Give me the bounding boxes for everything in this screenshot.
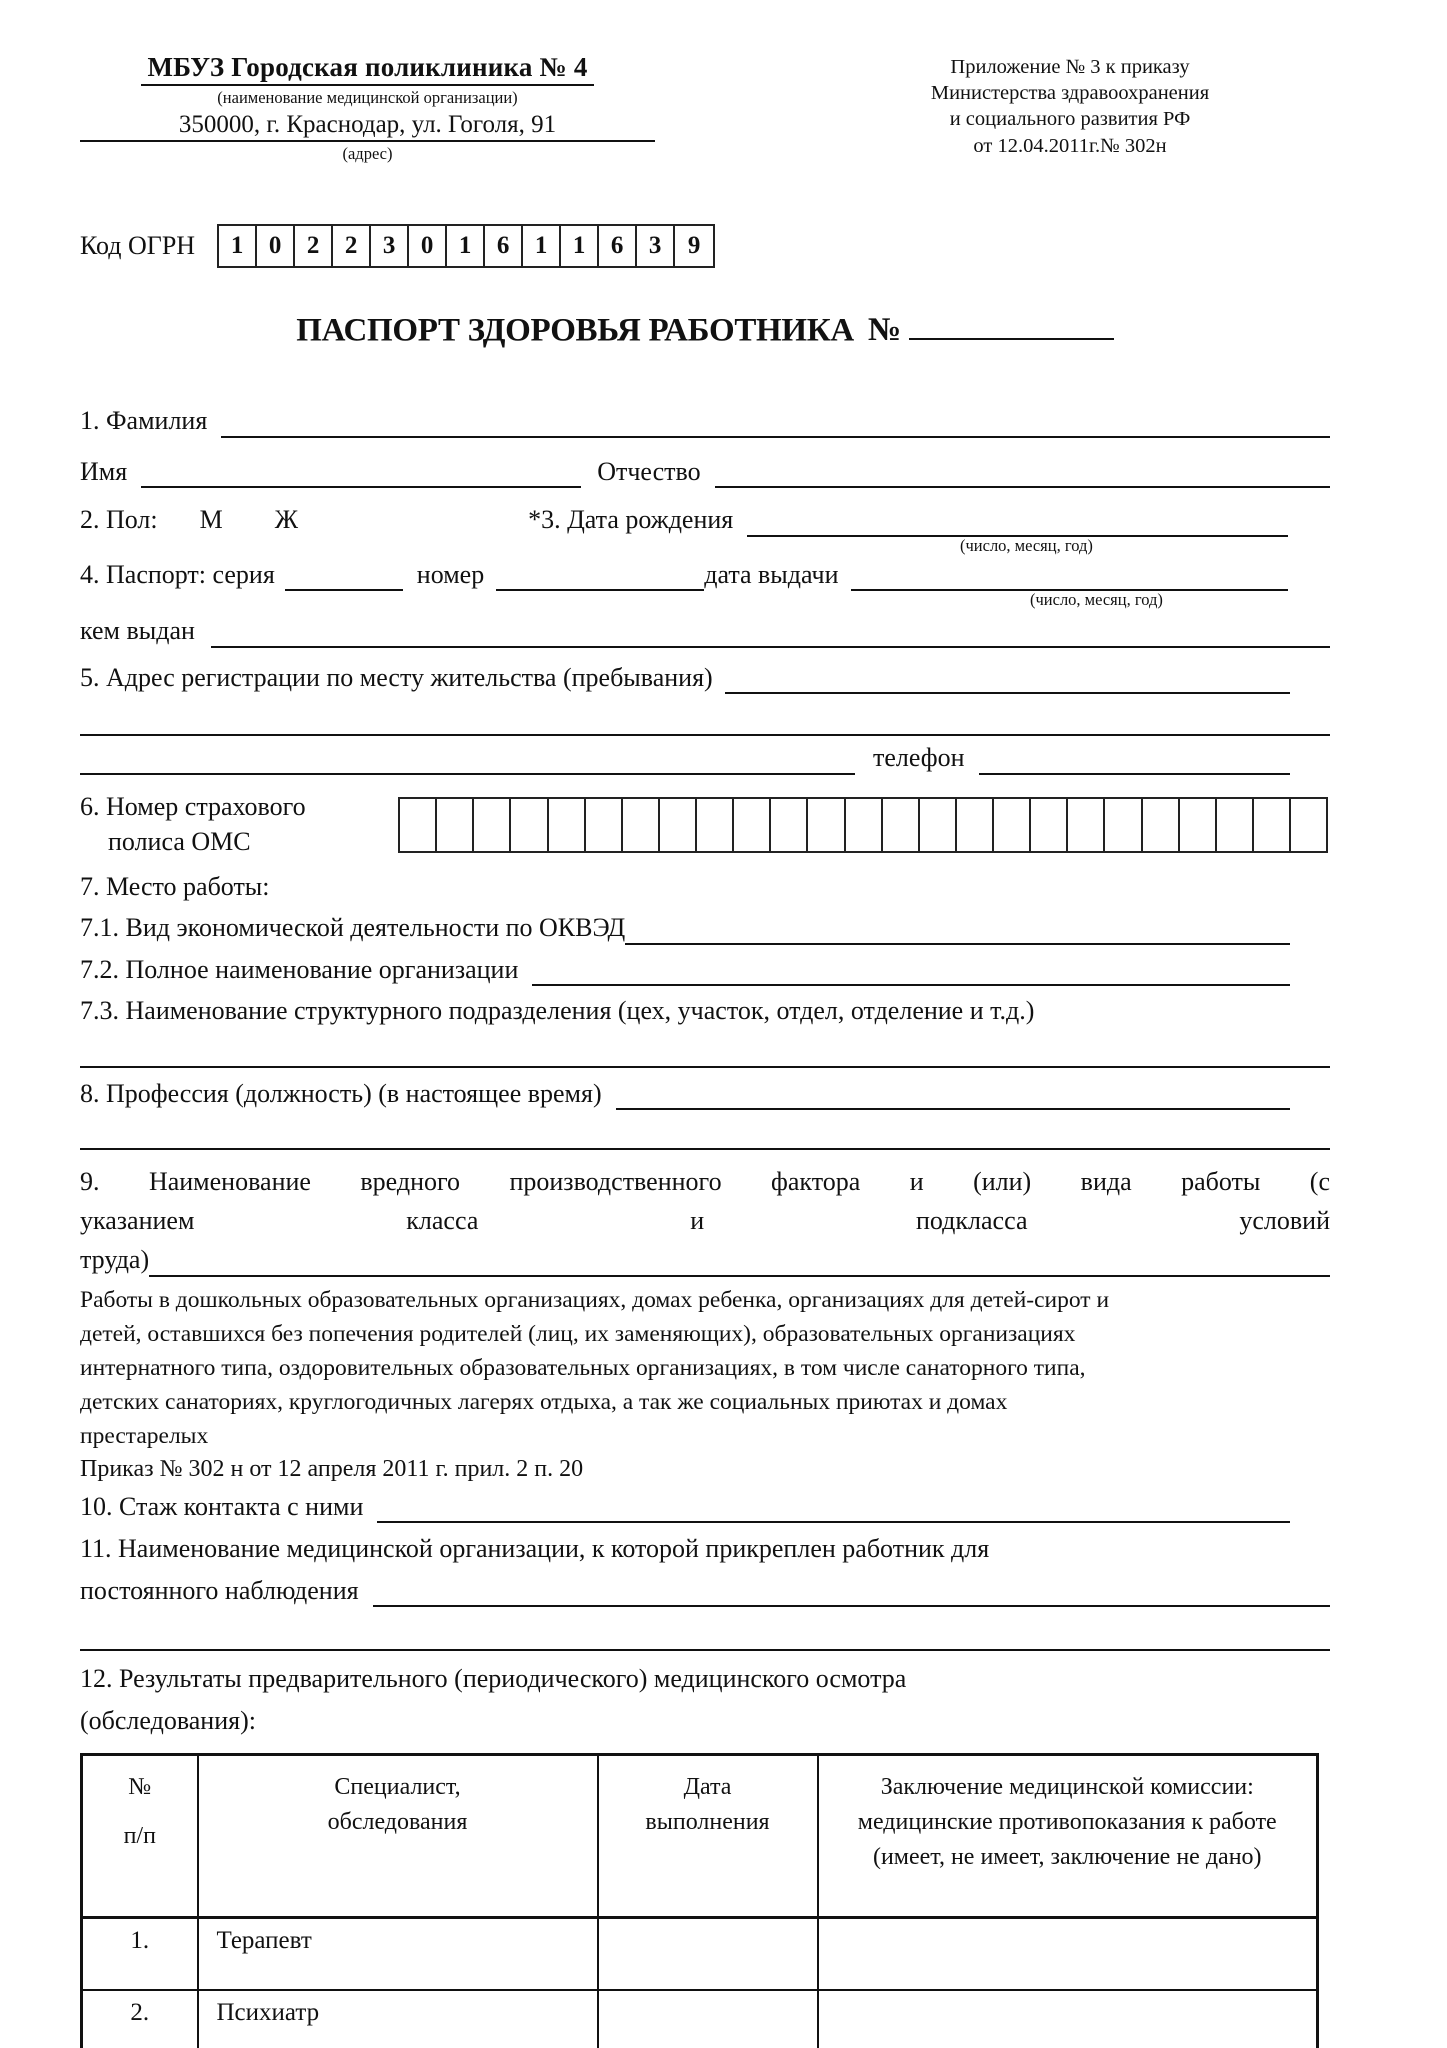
attached-org-row1 (80, 1533, 1330, 1566)
approval-line: и социального развития РФ (949, 108, 1191, 131)
hazard-description-line: интернатного типа, оздоровительных образовательных организациях, в том числе санаторного типа, (80, 1354, 1086, 1381)
contact-duration-row (80, 1491, 1330, 1524)
oms-digit-cell (697, 799, 734, 851)
ogrn-boxes (217, 224, 715, 268)
oms-digit-cell (734, 799, 771, 851)
ogrn-digit-cell: 0 (409, 226, 447, 266)
oms-digit-cell (1105, 799, 1142, 851)
date-cell (598, 1990, 818, 2048)
birthdate-label: *3. Дата рождения (528, 505, 734, 535)
sex-option-female: Ж (274, 505, 299, 535)
oms-digit-cell (1254, 799, 1291, 851)
oms-policy-label-line1: 6. Номер страхового (80, 791, 306, 821)
org-fullname-label: 7.2. Полное наименование организации (80, 954, 519, 984)
department-label: 7.3. Наименование структурного подразделения (цех, участок, отдел, отделение и т.д.) (80, 996, 1035, 1026)
oms-digit-cell (1143, 799, 1180, 851)
profession-blank (616, 1083, 1290, 1110)
sex-option-male: М (199, 505, 223, 535)
sex-birthdate-row (80, 504, 1330, 537)
surname-blank (221, 411, 1330, 438)
oms-digit-cell (511, 799, 548, 851)
row-number-cell: 2. (82, 1990, 198, 2048)
contact-duration-blank (377, 1496, 1290, 1523)
attached-org-blank-line2 (80, 1607, 1330, 1651)
hazard-title-line3-prefix: труда) (80, 1245, 150, 1275)
ogrn-digit-cell: 0 (257, 226, 295, 266)
oms-digit-cell (957, 799, 994, 851)
attached-org-blank (373, 1580, 1330, 1607)
approval-line: от 12.04.2011г.№ 302н (973, 134, 1167, 157)
ogrn-digit-cell: 3 (637, 226, 675, 266)
form-number-blank (909, 304, 1114, 340)
department-blank-line (80, 1028, 1330, 1068)
workplace-label: 7. Место работы: (80, 871, 270, 901)
column-header-date: Дата выполнения (598, 1755, 818, 1918)
passport-number-label: номер (416, 559, 485, 589)
column-header-number: № п/п (82, 1755, 198, 1918)
oms-digit-cell (400, 799, 437, 851)
conclusion-cell (818, 1990, 1318, 2048)
ogrn-digit-cell: 2 (295, 226, 333, 266)
passport-date-hint: (число, месяц, год) (1030, 590, 1163, 610)
ogrn-digit-cell: 2 (333, 226, 371, 266)
hazard-title-line1: 9. Наименование вредного производственного фактора и (или) вида работы (с (80, 1167, 1330, 1197)
oms-digit-cell (920, 799, 957, 851)
okved-row (80, 912, 1330, 945)
organization-address-caption: (адрес) (342, 144, 393, 163)
attached-org-row2 (80, 1575, 1330, 1608)
department-row (80, 995, 1330, 1028)
first-name-blank (141, 461, 581, 488)
patronymic-label: Отчество (597, 456, 701, 486)
org-fullname-row (80, 954, 1330, 987)
surname-row (80, 405, 1330, 438)
ogrn-digit-cell: 6 (485, 226, 523, 266)
attached-org-label-line1: 11. Наименование медицинской организации, к которой прикреплен работник для (80, 1534, 990, 1564)
okved-label: 7.1. Вид экономической деятельности по ОКВЭД (80, 913, 626, 943)
surname-label: 1. Фамилия (80, 406, 208, 436)
oms-digit-cell (846, 799, 883, 851)
passport-series-label: 4. Паспорт: серия (80, 559, 275, 589)
oms-digit-cell (808, 799, 845, 851)
birthdate-blank (747, 510, 1288, 537)
approval-line: Приложение № 3 к приказу (950, 56, 1190, 78)
hazard-title-line3 (80, 1244, 1330, 1277)
ogrn-digit-cell: 1 (561, 226, 599, 266)
results-heading-text1: 12. Результаты предварительного (периодического) медицинского осмотра (80, 1664, 907, 1694)
patronymic-blank (715, 461, 1330, 488)
address-blank-line3 (80, 748, 855, 775)
address-blank-line2 (80, 694, 1330, 736)
birthdate-hint: (число, месяц, год) (960, 535, 1093, 555)
phone-blank (979, 748, 1291, 775)
address-label: 5. Адрес регистрации по месту жительства (пребывания) (80, 662, 713, 692)
passport-number-blank (496, 564, 704, 591)
organization-name: МБУЗ Городская поликлиника № 4 (141, 52, 593, 86)
oms-digit-cell (1217, 799, 1254, 851)
conclusion-cell (818, 1918, 1318, 1990)
results-heading-line2 (80, 1705, 1330, 1738)
oms-grid (398, 797, 1328, 853)
oms-digit-cell (623, 799, 660, 851)
phone-label: телефон (873, 743, 965, 773)
table-header-row (82, 1755, 1318, 1918)
first-name-label: Имя (80, 456, 128, 486)
oms-policy-labels (80, 789, 398, 859)
org-fullname-blank (532, 959, 1290, 986)
ogrn-digit-cell: 1 (219, 226, 257, 266)
profession-blank-line2 (80, 1110, 1330, 1150)
table-row (82, 1990, 1318, 2048)
hazard-description (80, 1283, 1330, 1453)
column-header-specialist: Специалист, обследования (198, 1755, 598, 1918)
address-row (80, 662, 1330, 695)
form-number-label: № (867, 312, 901, 349)
approval-stamp (855, 54, 1285, 159)
ogrn-digit-cell: 1 (447, 226, 485, 266)
oms-digit-cell (1180, 799, 1217, 851)
oms-digit-cell (474, 799, 511, 851)
results-heading-text2: (обследования): (80, 1705, 256, 1735)
passport-date-hint-row (80, 591, 1330, 613)
workplace-row (80, 871, 1330, 904)
row-number-cell: 1. (82, 1918, 198, 1990)
profession-label: 8. Профессия (должность) (в настоящее время) (80, 1078, 602, 1108)
oms-digit-cell (549, 799, 586, 851)
passport-series-blank (285, 564, 403, 591)
oms-digit-cell (1068, 799, 1105, 851)
specialist-cell: Терапевт (198, 1918, 598, 1990)
ogrn-digit-cell: 6 (599, 226, 637, 266)
oms-digit-cell (883, 799, 920, 851)
hazard-description-line: детских санаториях, круглогодичных лагерях отдыха, а так же социальных приютах и домах (80, 1388, 1008, 1415)
ogrn-digit-cell: 1 (523, 226, 561, 266)
date-cell (598, 1918, 818, 1990)
oms-digit-cell (1031, 799, 1068, 851)
passport-row (80, 559, 1330, 592)
results-heading-line1 (80, 1663, 1330, 1696)
column-header-conclusion: Заключение медицинской комиссии: медицинские противопоказания к работе (имеет, не имеет, заключение не дано) (818, 1755, 1318, 1918)
oms-digit-cell (994, 799, 1031, 851)
passport-issue-date-blank (851, 564, 1289, 591)
oms-policy-block (80, 789, 1330, 859)
hazard-blank (149, 1250, 1330, 1277)
profession-row (80, 1078, 1330, 1111)
approval-line: Министерства здравоохранения (930, 82, 1210, 105)
passport-issuer-label: кем выдан (80, 616, 195, 646)
examination-results-table (80, 1753, 1319, 2048)
oms-digit-cell (771, 799, 808, 851)
hazard-title-line2: указанием класса и подкласса условий (80, 1206, 1330, 1236)
birthdate-hint-row (80, 537, 1330, 559)
hazard-description-line: престарелых (80, 1422, 209, 1449)
organization-address: 350000, г. Краснодар, ул. Гоголя, 91 (80, 111, 655, 142)
passport-issuer-row (80, 615, 1330, 648)
ogrn-digit-cell: 9 (687, 232, 701, 259)
organization-block (80, 52, 655, 164)
name-row (80, 456, 1330, 489)
specialist-cell: Психиатр (198, 1990, 598, 2048)
ogrn-label: Код ОГРН (80, 231, 196, 260)
oms-policy-label-line2: полиса ОМС (108, 826, 251, 856)
order-reference: Приказ № 302 н от 12 апреля 2011 г. прил. 2 п. 20 (80, 1455, 584, 1482)
ogrn-row (80, 224, 1330, 268)
oms-digit-cell (586, 799, 623, 851)
passport-issuer-blank (211, 621, 1330, 648)
oms-digit-cell (660, 799, 697, 851)
hazard-description-line: детей, оставшихся без попечения родителей (лиц, их заменяющих), образовательных организациях (80, 1320, 1076, 1347)
okved-blank (625, 918, 1290, 945)
oms-digit-cell (437, 799, 474, 851)
ogrn-digit-cell: 3 (371, 226, 409, 266)
organization-name-caption: (наименование медицинской организации) (217, 88, 518, 107)
hazard-description-line: Работы в дошкольных образовательных организациях, домах ребенка, организациях для детей-сирот и (80, 1286, 1110, 1313)
phone-row (80, 742, 1330, 775)
passport-issue-date-label: дата выдачи (704, 559, 839, 589)
address-blank (725, 667, 1290, 694)
attached-org-label-line2: постоянного наблюдения (80, 1575, 359, 1605)
sex-label: 2. Пол: (80, 505, 158, 535)
oms-digit-cell (1291, 799, 1326, 851)
contact-duration-label: 10. Стаж контакта с ними (80, 1491, 364, 1521)
form-title (80, 304, 1330, 349)
table-row (82, 1918, 1318, 1990)
form-title-text: ПАСПОРТ ЗДОРОВЬЯ РАБОТНИКА (296, 312, 854, 349)
form-header (80, 52, 1330, 164)
